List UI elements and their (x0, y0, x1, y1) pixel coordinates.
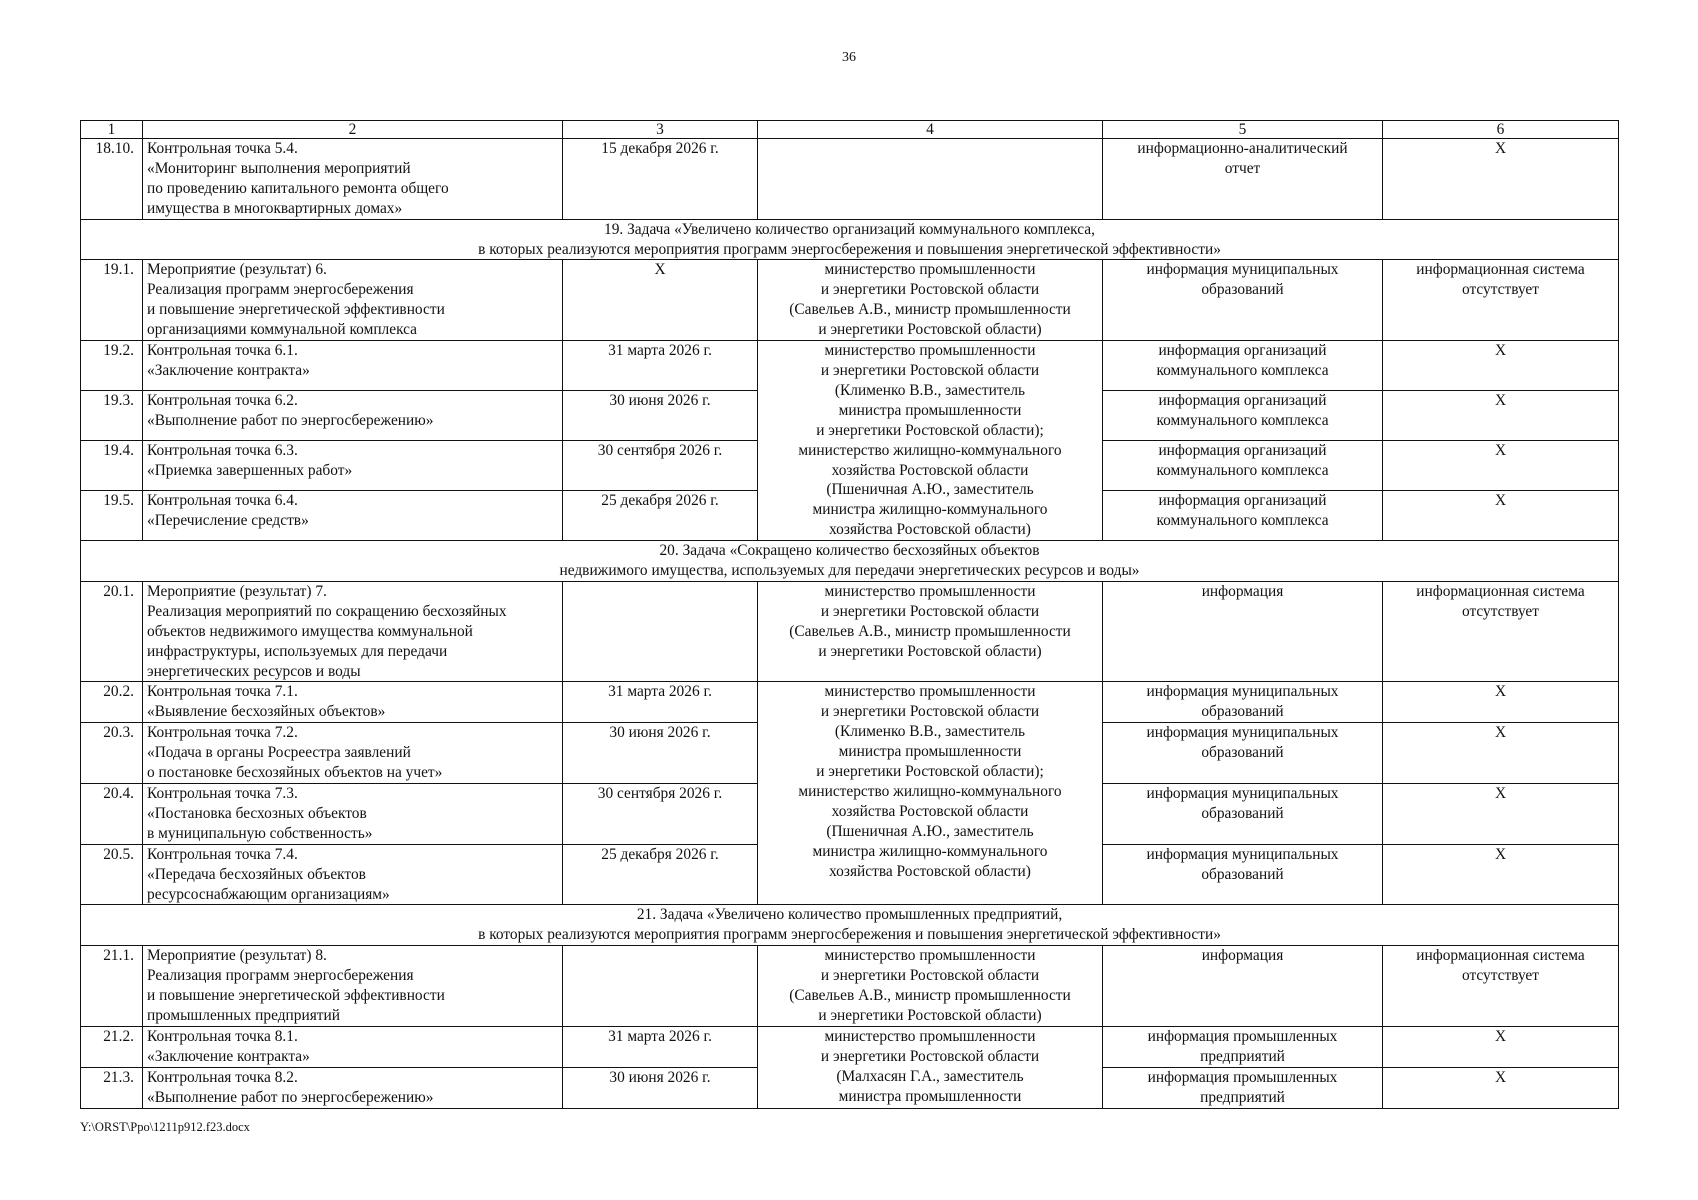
text-line: ресурсоснабжающим организациям» (147, 885, 390, 903)
row-description (143, 581, 563, 682)
row-info-system: X (1383, 491, 1619, 541)
text-line: и энергетики Ростовской области (820, 602, 1040, 620)
text-line: министерство промышленности (824, 1027, 1036, 1045)
text-line: министерство жилищно-коммунального (798, 783, 1062, 800)
text-line: Контрольная точка 7.2. (147, 724, 298, 742)
column-header: 4 (758, 121, 1103, 139)
row-description (143, 441, 563, 491)
text-line: в муниципальную собственность» (147, 824, 373, 842)
text-line: образований (1201, 703, 1284, 721)
text-line: информация муниципальных (1146, 683, 1339, 701)
row-responsible (758, 946, 1103, 1027)
row-number: 20.2. (81, 682, 143, 723)
task-heading (81, 905, 1619, 946)
text-line: имущества в многоквартирных домах» (147, 199, 403, 217)
text-line: (Пшеничная А.Ю., заместитель (826, 481, 1034, 499)
row-description (143, 260, 563, 341)
row-document (1103, 1026, 1383, 1067)
text-line: информация организаций (1158, 442, 1327, 460)
text-line: о постановке бесхозяйных объектов на учет» (147, 764, 443, 782)
row-number: 20.5. (81, 844, 143, 905)
text-line: министерство промышленности (824, 342, 1036, 360)
text-line: «Выполнение работ по энергосбережению» (147, 1088, 434, 1106)
column-header: 1 (81, 121, 143, 139)
row-info-system: X (1383, 784, 1619, 845)
text-line: Мероприятие (результат) 8. (147, 947, 327, 965)
row-info-system (1383, 260, 1619, 341)
row-number: 19.5. (81, 491, 143, 541)
text-line: «Заключение контракта» (147, 1047, 310, 1065)
text-line: хозяйства Ростовской области) (829, 521, 1031, 539)
text-line: министра промышленности (838, 401, 1022, 419)
row-responsible (758, 581, 1103, 682)
row-number: 21.3. (81, 1067, 143, 1108)
row-date: 31 марта 2026 г. (563, 682, 758, 723)
text-line: Контрольная точка 6.2. (147, 392, 298, 410)
task-heading (81, 541, 1619, 582)
row-number: 19.2. (81, 341, 143, 391)
text-line: и энергетики Ростовской области); (816, 763, 1044, 781)
text-line: отсутствует (1462, 602, 1539, 620)
text-line: 21. Задача «Увеличено количество промышленных предприятий, (636, 906, 1063, 924)
text-line: информация муниципальных (1146, 845, 1339, 863)
row-document (1103, 139, 1383, 220)
text-line: образований (1201, 804, 1284, 822)
text-line: в которых реализуются мероприятия программ энергосбережения и повышения энергетической эффективности» (478, 240, 1221, 258)
text-line: Контрольная точка 6.3. (147, 442, 298, 460)
text-line: «Выявление бесхозяйных объектов» (147, 703, 386, 721)
text-line: и энергетики Ростовской области) (818, 642, 1042, 660)
text-line: информационная система (1416, 947, 1585, 965)
text-line: образований (1201, 865, 1284, 883)
text-line: (Клименко В.В., заместитель (834, 723, 1026, 741)
text-line: информация организаций (1158, 392, 1327, 410)
text-line: информация (1201, 947, 1284, 965)
row-responsible (758, 260, 1103, 341)
row-responsible (758, 341, 1103, 541)
control-points-table (80, 120, 1619, 1109)
task-heading-row (81, 219, 1619, 260)
text-line: и энергетики Ростовской области (820, 703, 1040, 721)
text-line: информация организаций (1158, 492, 1327, 510)
row-date: 25 декабря 2026 г. (563, 844, 758, 905)
text-line: Мероприятие (результат) 7. (147, 582, 327, 600)
row-date: 31 марта 2026 г. (563, 1026, 758, 1067)
text-line: информация муниципальных (1146, 261, 1339, 279)
text-line: «Постановка бесхозных объектов (147, 804, 367, 822)
row-number: 18.10. (81, 139, 143, 220)
row-document (1103, 844, 1383, 905)
text-line: «Перечисление средств» (147, 512, 309, 530)
row-date: X (563, 260, 758, 341)
row-description (143, 723, 563, 784)
row-number: 19.1. (81, 260, 143, 341)
row-info-system: X (1383, 1067, 1619, 1108)
text-line: информационная система (1416, 261, 1585, 279)
column-header: 3 (563, 121, 758, 139)
text-line: министра жилищно-коммунального (812, 842, 1048, 860)
text-line: Контрольная точка 8.2. (147, 1068, 298, 1086)
row-info-system (1383, 581, 1619, 682)
text-line: информация организаций (1158, 342, 1327, 360)
file-path-footer: Y:\ORST\Ppo\1211p912.f23.docx (80, 1120, 250, 1134)
text-line: (Савельев А.В., министр промышленности (789, 622, 1071, 640)
text-line: хозяйства Ростовской области (831, 461, 1029, 479)
row-info-system: X (1383, 723, 1619, 784)
row-number: 21.1. (81, 946, 143, 1027)
row-info-system: X (1383, 139, 1619, 220)
text-line: министра промышленности (838, 743, 1022, 761)
text-line: предприятий (1200, 1047, 1285, 1065)
row-info-system: X (1383, 1026, 1619, 1067)
text-line: Контрольная точка 5.4. (147, 140, 298, 157)
row-date: 30 июня 2026 г. (563, 1067, 758, 1108)
row-description (143, 784, 563, 845)
row-document (1103, 341, 1383, 391)
text-line: информация промышленных (1147, 1027, 1338, 1045)
text-line: «Приемка завершенных работ» (147, 462, 353, 479)
row-date: 31 марта 2026 г. (563, 341, 758, 391)
table-row (81, 139, 1619, 220)
row-document (1103, 391, 1383, 441)
row-number: 20.1. (81, 581, 143, 682)
text-line: информация промышленных (1147, 1068, 1338, 1086)
text-line: «Мониторинг выполнения мероприятий (147, 159, 411, 177)
row-description (143, 844, 563, 905)
row-date: 15 декабря 2026 г. (563, 139, 758, 220)
row-document (1103, 260, 1383, 341)
row-number: 19.4. (81, 441, 143, 491)
text-line: «Заключение контракта» (147, 361, 310, 379)
row-document (1103, 784, 1383, 845)
text-line: Контрольная точка 7.3. (147, 785, 298, 802)
text-line: (Савельев А.В., министр промышленности (789, 987, 1071, 1005)
row-description (143, 391, 563, 441)
row-description (143, 946, 563, 1027)
row-date (563, 946, 758, 1027)
text-line: объектов недвижимого имущества коммунальной (147, 622, 473, 640)
text-line: хозяйства Ростовской области (831, 802, 1029, 820)
text-line: отсутствует (1462, 281, 1539, 299)
text-line: Контрольная точка 6.4. (147, 492, 298, 510)
text-line: министра жилищно-коммунального (812, 501, 1048, 519)
text-line: организациями коммунальной комплекса (147, 321, 418, 339)
text-line: и энергетики Ростовской области) (818, 321, 1042, 339)
row-date: 30 сентября 2026 г. (563, 441, 758, 491)
row-info-system: X (1383, 441, 1619, 491)
row-description (143, 682, 563, 723)
table-row (81, 341, 1619, 391)
text-line: образований (1201, 281, 1284, 299)
text-line: промышленных предприятий (147, 1006, 340, 1024)
text-line: и повышение энергетической эффективности (147, 987, 445, 1005)
column-numbers-row (81, 121, 1619, 139)
column-header: 2 (143, 121, 563, 139)
text-line: и энергетики Ростовской области); (816, 421, 1044, 439)
text-line: и энергетики Ростовской области (820, 967, 1040, 985)
row-number: 20.4. (81, 784, 143, 845)
text-line: в которых реализуются мероприятия программ энергосбережения и повышения энергетической эффективности» (478, 926, 1221, 944)
text-line: Мероприятие (результат) 6. (147, 261, 327, 279)
table-row (81, 581, 1619, 682)
text-line: по проведению капитального ремонта общего (147, 179, 449, 197)
text-line: энергетических ресурсов и воды (147, 662, 361, 680)
text-line: инфраструктуры, используемых для передачи (147, 642, 448, 660)
text-line: и повышение энергетической эффективности (147, 301, 445, 319)
text-line: Контрольная точка 7.1. (147, 683, 298, 701)
text-line: и энергетики Ростовской области) (818, 1006, 1042, 1024)
text-line: «Выполнение работ по энергосбережению» (147, 411, 434, 429)
page-number: 36 (842, 50, 856, 65)
row-date: 30 сентября 2026 г. (563, 784, 758, 845)
row-description (143, 341, 563, 391)
text-line: информационная система (1416, 582, 1585, 600)
text-line: (Савельев А.В., министр промышленности (789, 301, 1071, 319)
table-row (81, 946, 1619, 1027)
task-heading-row (81, 541, 1619, 582)
task-heading-row (81, 905, 1619, 946)
text-line: недвижимого имущества, используемых для передачи энергетических ресурсов и воды» (559, 562, 1140, 580)
column-header: 6 (1383, 121, 1619, 139)
text-line: коммунального комплекса (1156, 512, 1329, 530)
table-row (81, 260, 1619, 341)
text-line: 20. Задача «Сокращено количество бесхозяйных объектов (659, 542, 1040, 560)
row-description (143, 1067, 563, 1108)
row-document (1103, 682, 1383, 723)
text-line: министерство промышленности (824, 683, 1036, 701)
row-info-system: X (1383, 844, 1619, 905)
text-line: «Передача бесхозяйных объектов (147, 865, 366, 883)
text-line: министерство промышленности (824, 582, 1036, 600)
text-line: коммунального комплекса (1156, 462, 1329, 479)
column-header: 5 (1103, 121, 1383, 139)
text-line: отсутствует (1462, 967, 1539, 985)
row-document (1103, 441, 1383, 491)
row-date: 25 декабря 2026 г. (563, 491, 758, 541)
text-line: Реализация программ энергосбережения (147, 967, 414, 985)
row-date (563, 581, 758, 682)
row-description (143, 139, 563, 220)
row-info-system: X (1383, 341, 1619, 391)
text-line: «Подача в органы Росреестра заявлений (147, 744, 411, 762)
text-line: и энергетики Ростовской области (820, 361, 1040, 379)
text-line: Реализация программ энергосбережения (147, 281, 414, 299)
row-document (1103, 491, 1383, 541)
row-responsible (758, 682, 1103, 905)
table-row (81, 682, 1619, 723)
row-description (143, 491, 563, 541)
text-line: министерство промышленности (824, 261, 1036, 279)
row-info-system (1383, 946, 1619, 1027)
text-line: информационно-аналитический (1137, 140, 1348, 157)
text-line: и энергетики Ростовской области (820, 281, 1040, 299)
text-line: (Малхасян Г.А., заместитель (836, 1067, 1024, 1085)
row-responsible (758, 139, 1103, 220)
text-line: Реализация мероприятий по сокращению бесхозяйных (147, 602, 507, 620)
row-number: 19.3. (81, 391, 143, 441)
task-heading (81, 219, 1619, 260)
row-responsible (758, 1026, 1103, 1108)
text-line: Контрольная точка 6.1. (147, 342, 298, 360)
text-line: информация (1201, 582, 1284, 600)
text-line: министерство промышленности (824, 947, 1036, 965)
row-info-system: X (1383, 391, 1619, 441)
text-line: и энергетики Ростовской области (820, 1047, 1040, 1065)
text-line: предприятий (1200, 1088, 1285, 1106)
row-document (1103, 581, 1383, 682)
text-line: информация муниципальных (1146, 785, 1339, 802)
text-line: министра промышленности (838, 1087, 1022, 1105)
table-row (81, 1026, 1619, 1067)
text-line: отчет (1224, 159, 1261, 177)
text-line: (Пшеничная А.Ю., заместитель (826, 822, 1034, 840)
text-line: Контрольная точка 7.4. (147, 845, 298, 863)
text-line: (Клименко В.В., заместитель (834, 381, 1026, 399)
text-line: 19. Задача «Увеличено количество организаций коммунального комплекса, (604, 220, 1095, 238)
row-document (1103, 1067, 1383, 1108)
row-description (143, 1026, 563, 1067)
text-line: коммунального комплекса (1156, 411, 1329, 429)
row-document (1103, 723, 1383, 784)
row-number: 20.3. (81, 723, 143, 784)
text-line: хозяйства Ростовской области) (829, 862, 1031, 880)
row-date: 30 июня 2026 г. (563, 723, 758, 784)
row-info-system: X (1383, 682, 1619, 723)
text-line: Контрольная точка 8.1. (147, 1027, 298, 1045)
text-line: образований (1201, 744, 1284, 762)
row-document (1103, 946, 1383, 1027)
row-date: 30 июня 2026 г. (563, 391, 758, 441)
row-number: 21.2. (81, 1026, 143, 1067)
text-line: информация муниципальных (1146, 724, 1339, 742)
text-line: коммунального комплекса (1156, 361, 1329, 379)
text-line: министерство жилищно-коммунального (798, 441, 1062, 459)
